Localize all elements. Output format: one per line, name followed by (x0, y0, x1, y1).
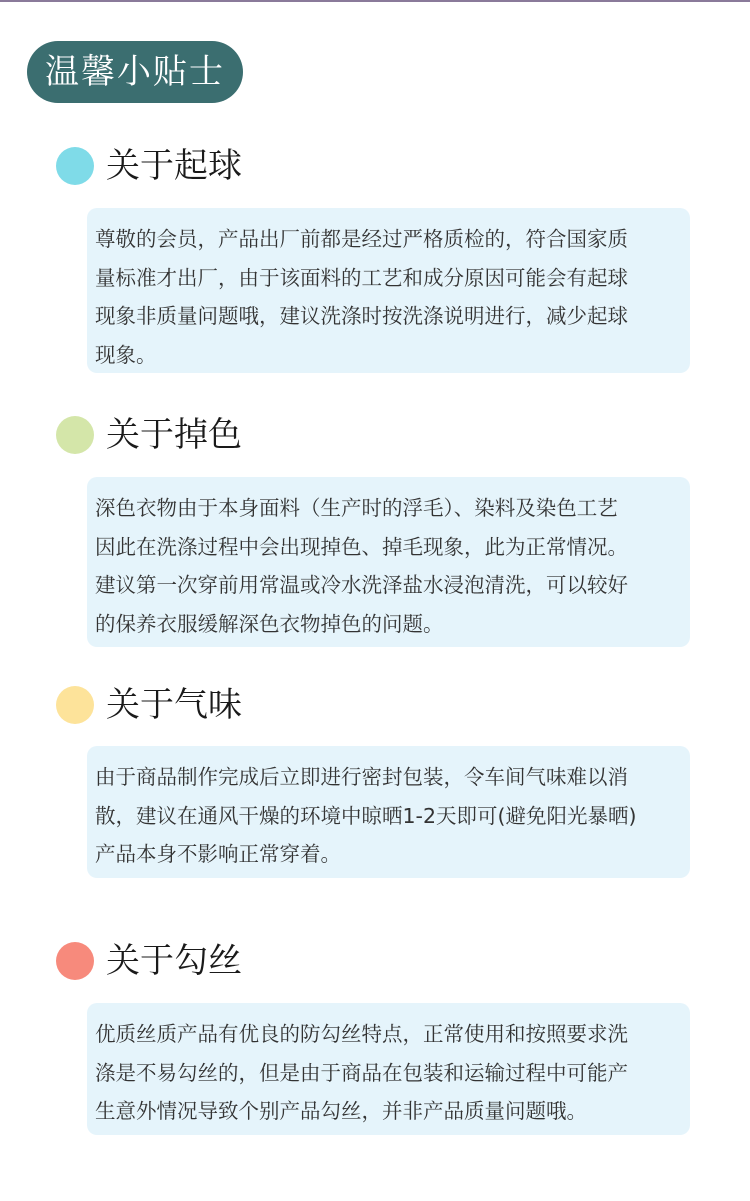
section-heading: 关于勾丝 (106, 941, 242, 981)
section-body-odor (87, 746, 690, 878)
bullet-dot (56, 942, 94, 980)
body-line: 产品本身不影响正常穿着。 (95, 842, 341, 866)
section-header-pilling (56, 141, 242, 191)
body-line: 由于商品制作完成后立即进行密封包装，令车间气味难以消 (95, 765, 628, 789)
section-heading: 关于掉色 (106, 415, 242, 455)
section-heading: 关于气味 (106, 685, 242, 725)
body-line: 现象非质量问题哦，建议洗涤时按洗涤说明进行，减少起球 (95, 304, 628, 328)
body-line: 现象。 (95, 342, 157, 367)
section-header-odor (56, 680, 242, 730)
body-line: 量标准才出厂，由于该面料的工艺和成分原因可能会有起球 (95, 265, 628, 290)
section-body-snagging (87, 1003, 690, 1135)
bullet-dot (56, 686, 94, 724)
section-body-pilling (87, 208, 690, 373)
body-line: 因此在洗涤过程中会出现掉色、掉毛现象，此为正常情况。 (95, 534, 628, 559)
body-line: 优质丝质产品有优良的防勾丝特点，正常使用和按照要求洗 (95, 1022, 628, 1046)
section-heading: 关于起球 (106, 146, 242, 186)
bullet-dot (56, 147, 94, 185)
section-header-snagging (56, 936, 242, 986)
body-line: 深色衣物由于本身面料（生产时的浮毛）、染料及染色工艺 (95, 496, 618, 520)
body-line: 的保养衣服缓解深色衣物掉色的问题。 (95, 611, 444, 636)
page-title: 温馨小贴士 (27, 41, 243, 103)
body-line: 散，建议在通风干燥的环境中晾晒1-2天即可(避免阳光暴晒) (95, 803, 637, 828)
body-line: 尊敬的会员，产品出厂前都是经过严格质检的，符合国家质 (95, 227, 628, 251)
bullet-dot (56, 416, 94, 454)
section-header-fading (56, 410, 242, 460)
body-line: 生意外情况导致个别产品勾丝，并非产品质量问题哦。 (95, 1099, 587, 1123)
body-line: 涤是不易勾丝的，但是由于商品在包装和运输过程中可能产 (95, 1060, 628, 1085)
section-body-fading (87, 477, 690, 647)
body-line: 建议第一次穿前用常温或冷水洗泽盐水浸泡清洗，可以较好 (95, 573, 628, 597)
top-divider (0, 0, 750, 2)
